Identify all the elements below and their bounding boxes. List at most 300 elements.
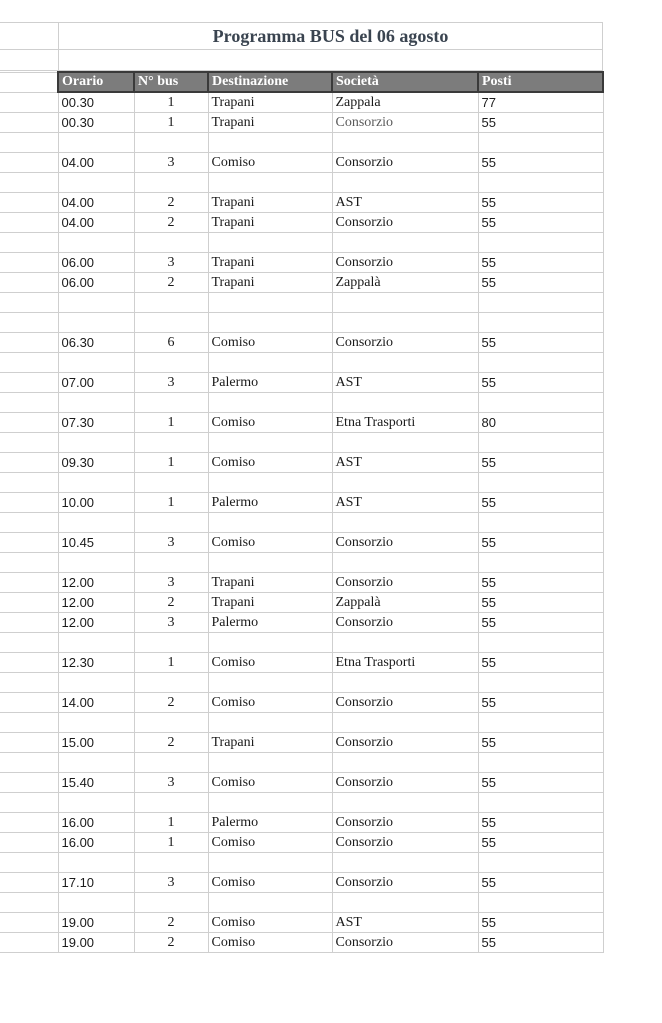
cell-societa[interactable]: [332, 753, 478, 773]
cell-posti[interactable]: 55: [478, 333, 603, 353]
cell-destinazione[interactable]: Comiso: [208, 773, 332, 793]
row-gutter-cell[interactable]: [0, 573, 58, 593]
row-gutter-cell[interactable]: [0, 253, 58, 273]
cell-destinazione[interactable]: Comiso: [208, 693, 332, 713]
empty-table-row: [0, 753, 603, 773]
cell-n-bus[interactable]: [134, 793, 208, 813]
row-gutter-cell[interactable]: [0, 933, 58, 953]
cell-societa[interactable]: [332, 713, 478, 733]
cell-n-bus[interactable]: 3: [134, 573, 208, 593]
cell-orario[interactable]: [58, 513, 134, 533]
row-gutter-cell[interactable]: [0, 353, 58, 373]
cell-societa[interactable]: Consorzio: [332, 113, 478, 133]
cell-posti[interactable]: 55: [478, 373, 603, 393]
cell-societa[interactable]: Consorzio: [332, 153, 478, 173]
cell-orario[interactable]: 19.00: [58, 933, 134, 953]
table-row: [0, 933, 603, 953]
cell-posti[interactable]: [478, 293, 603, 313]
cell-n-bus[interactable]: 1: [134, 833, 208, 853]
cell-n-bus[interactable]: [134, 853, 208, 873]
cell-orario[interactable]: [58, 753, 134, 773]
cell-destinazione[interactable]: [208, 633, 332, 653]
header-destinazione[interactable]: Destinazione: [208, 72, 332, 92]
cell-destinazione[interactable]: Trapani: [208, 213, 332, 233]
cell-destinazione[interactable]: Palermo: [208, 493, 332, 513]
table-row: [0, 453, 603, 473]
cell-posti[interactable]: [478, 133, 603, 153]
cell-destinazione[interactable]: [208, 473, 332, 493]
cell-orario[interactable]: 17.10: [58, 873, 134, 893]
cell-n-bus[interactable]: [134, 173, 208, 193]
row-gutter-cell[interactable]: [0, 50, 59, 70]
cell-destinazione[interactable]: Palermo: [208, 373, 332, 393]
cell-societa[interactable]: [332, 133, 478, 153]
cell-orario[interactable]: [58, 133, 134, 153]
cell-n-bus[interactable]: [134, 513, 208, 533]
cell-orario[interactable]: 07.00: [58, 373, 134, 393]
cell-societa[interactable]: Consorzio: [332, 733, 478, 753]
cell-destinazione[interactable]: Comiso: [208, 453, 332, 473]
row-gutter-cell[interactable]: [0, 273, 58, 293]
table-row: [0, 773, 603, 793]
table-row: [0, 653, 603, 673]
row-gutter-cell[interactable]: [0, 553, 58, 573]
cell-orario[interactable]: [58, 853, 134, 873]
row-gutter-cell[interactable]: [0, 333, 58, 353]
cell-orario[interactable]: [58, 293, 134, 313]
table-row: [0, 913, 603, 933]
empty-table-row: [0, 233, 603, 253]
cell-orario[interactable]: 04.00: [58, 153, 134, 173]
cell-societa[interactable]: [332, 293, 478, 313]
cell-societa[interactable]: [332, 893, 478, 913]
cell-n-bus[interactable]: [134, 233, 208, 253]
cell-societa[interactable]: [332, 553, 478, 573]
cell-n-bus[interactable]: 3: [134, 153, 208, 173]
cell-posti[interactable]: 55: [478, 833, 603, 853]
cell-n-bus[interactable]: 1: [134, 453, 208, 473]
cell-destinazione[interactable]: Trapani: [208, 253, 332, 273]
cell-societa[interactable]: [332, 473, 478, 493]
table-header-row: [0, 72, 603, 92]
cell-orario[interactable]: 06.00: [58, 273, 134, 293]
cell-posti[interactable]: [478, 513, 603, 533]
row-gutter-cell[interactable]: [0, 413, 58, 433]
row-gutter-cell[interactable]: [0, 913, 58, 933]
cell-societa[interactable]: Etna Trasporti: [332, 653, 478, 673]
cell-societa[interactable]: Etna Trasporti: [332, 413, 478, 433]
cell-orario[interactable]: 14.00: [58, 693, 134, 713]
cell-societa[interactable]: [332, 353, 478, 373]
empty-table-row: [0, 793, 603, 813]
cell-orario[interactable]: 12.00: [58, 573, 134, 593]
header-n-bus[interactable]: N° bus: [134, 72, 208, 92]
cell-societa[interactable]: [332, 173, 478, 193]
cell-n-bus[interactable]: [134, 893, 208, 913]
cell-posti[interactable]: [478, 173, 603, 193]
cell-destinazione[interactable]: Comiso: [208, 533, 332, 553]
cell-destinazione[interactable]: [208, 133, 332, 153]
cell-orario[interactable]: 15.40: [58, 773, 134, 793]
cell-orario[interactable]: [58, 353, 134, 373]
table-row: [0, 92, 603, 113]
cell-societa[interactable]: AST: [332, 193, 478, 213]
cell-orario[interactable]: [58, 173, 134, 193]
cell-posti[interactable]: 55: [478, 913, 603, 933]
row-gutter-cell[interactable]: [0, 393, 58, 413]
cell-posti[interactable]: 55: [478, 493, 603, 513]
cell-orario[interactable]: 12.30: [58, 653, 134, 673]
cell-societa[interactable]: Consorzio: [332, 813, 478, 833]
cell-posti[interactable]: 55: [478, 613, 603, 633]
cell-n-bus[interactable]: [134, 673, 208, 693]
cell-societa[interactable]: Consorzio: [332, 573, 478, 593]
empty-table-row: [0, 633, 603, 653]
cell-n-bus[interactable]: [134, 393, 208, 413]
cell-orario[interactable]: [58, 473, 134, 493]
cell-societa[interactable]: [332, 793, 478, 813]
cell-posti[interactable]: 55: [478, 253, 603, 273]
cell-posti[interactable]: [478, 633, 603, 653]
header-orario[interactable]: Orario: [58, 72, 134, 92]
cell-n-bus[interactable]: 2: [134, 913, 208, 933]
header-societa[interactable]: Società: [332, 72, 478, 92]
row-gutter-cell[interactable]: [0, 793, 58, 813]
cell-orario[interactable]: [58, 433, 134, 453]
row-gutter-cell[interactable]: [0, 593, 58, 613]
row-gutter-cell[interactable]: [0, 233, 58, 253]
cell-orario[interactable]: [58, 393, 134, 413]
cell-orario[interactable]: 00.30: [58, 92, 134, 113]
cell-orario[interactable]: 16.00: [58, 813, 134, 833]
cell-posti[interactable]: 55: [478, 213, 603, 233]
cell-societa[interactable]: AST: [332, 493, 478, 513]
cell-orario[interactable]: 12.00: [58, 613, 134, 633]
cell-orario[interactable]: [58, 673, 134, 693]
cell-destinazione[interactable]: Comiso: [208, 873, 332, 893]
row-gutter-cell[interactable]: [0, 613, 58, 633]
cell-destinazione[interactable]: Trapani: [208, 113, 332, 133]
row-gutter-cell[interactable]: [0, 513, 58, 533]
table-row: [0, 873, 603, 893]
row-gutter-cell[interactable]: [0, 653, 58, 673]
cell-destinazione[interactable]: [208, 513, 332, 533]
cell-n-bus[interactable]: [134, 633, 208, 653]
cell-destinazione[interactable]: Palermo: [208, 613, 332, 633]
table-row: [0, 833, 603, 853]
cell-destinazione[interactable]: [208, 173, 332, 193]
cell-n-bus[interactable]: [134, 353, 208, 373]
cell-destinazione[interactable]: Trapani: [208, 92, 332, 113]
cell-destinazione[interactable]: Trapani: [208, 193, 332, 213]
row-gutter-cell[interactable]: [0, 493, 58, 513]
cell-posti[interactable]: 55: [478, 593, 603, 613]
cell-n-bus[interactable]: [134, 433, 208, 453]
cell-n-bus[interactable]: 3: [134, 253, 208, 273]
empty-cell[interactable]: [59, 50, 603, 70]
cell-destinazione[interactable]: [208, 293, 332, 313]
empty-table-row: [0, 393, 603, 413]
header-posti[interactable]: Posti: [478, 72, 603, 92]
cell-posti[interactable]: 55: [478, 813, 603, 833]
cell-n-bus[interactable]: 1: [134, 113, 208, 133]
cell-n-bus[interactable]: 3: [134, 613, 208, 633]
table-row: [0, 193, 603, 213]
cell-destinazione[interactable]: Trapani: [208, 273, 332, 293]
table-row: [0, 493, 603, 513]
spreadsheet: [0, 22, 603, 953]
cell-n-bus[interactable]: 2: [134, 593, 208, 613]
table-row: [0, 533, 603, 553]
cell-n-bus[interactable]: [134, 713, 208, 733]
cell-orario[interactable]: 15.00: [58, 733, 134, 753]
cell-orario[interactable]: 10.45: [58, 533, 134, 553]
cell-societa[interactable]: [332, 513, 478, 533]
cell-orario[interactable]: 19.00: [58, 913, 134, 933]
cell-posti[interactable]: [478, 713, 603, 733]
cell-societa[interactable]: [332, 393, 478, 413]
row-gutter-cell[interactable]: [0, 92, 58, 113]
cell-destinazione[interactable]: Trapani: [208, 733, 332, 753]
cell-posti[interactable]: 55: [478, 113, 603, 133]
cell-posti[interactable]: 55: [478, 573, 603, 593]
cell-societa[interactable]: Consorzio: [332, 253, 478, 273]
cell-orario[interactable]: 06.00: [58, 253, 134, 273]
row-gutter-cell[interactable]: [0, 813, 58, 833]
table-row: [0, 733, 603, 753]
page-title: Programma BUS del 06 agosto: [59, 23, 603, 49]
cell-societa[interactable]: Consorzio: [332, 533, 478, 553]
cell-destinazione[interactable]: [208, 233, 332, 253]
cell-societa[interactable]: Consorzio: [332, 693, 478, 713]
cell-societa[interactable]: AST: [332, 373, 478, 393]
cell-societa[interactable]: [332, 433, 478, 453]
cell-n-bus[interactable]: 3: [134, 773, 208, 793]
cell-posti[interactable]: [478, 433, 603, 453]
table-row: [0, 813, 603, 833]
cell-n-bus[interactable]: [134, 133, 208, 153]
cell-destinazione[interactable]: [208, 313, 332, 333]
cell-orario[interactable]: 09.30: [58, 453, 134, 473]
empty-table-row: [0, 893, 603, 913]
row-gutter-cell[interactable]: [0, 853, 58, 873]
row-gutter-cell[interactable]: [0, 893, 58, 913]
cell-posti[interactable]: 55: [478, 153, 603, 173]
table-row: [0, 613, 603, 633]
cell-posti[interactable]: 55: [478, 453, 603, 473]
cell-orario[interactable]: 10.00: [58, 493, 134, 513]
row-gutter-cell[interactable]: [0, 133, 58, 153]
cell-orario[interactable]: 06.30: [58, 333, 134, 353]
cell-destinazione[interactable]: Comiso: [208, 153, 332, 173]
row-gutter-cell[interactable]: [0, 733, 58, 753]
row-gutter-cell[interactable]: [0, 693, 58, 713]
cell-posti[interactable]: 55: [478, 773, 603, 793]
table-row: [0, 333, 603, 353]
row-gutter-cell[interactable]: [0, 193, 58, 213]
cell-destinazione[interactable]: [208, 713, 332, 733]
cell-posti[interactable]: [478, 233, 603, 253]
row-gutter-cell[interactable]: [0, 713, 58, 733]
row-gutter-cell[interactable]: [0, 313, 58, 333]
row-gutter-cell[interactable]: [0, 293, 58, 313]
cell-n-bus[interactable]: 3: [134, 373, 208, 393]
cell-posti[interactable]: 55: [478, 533, 603, 553]
row-gutter-cell[interactable]: [0, 23, 59, 49]
row-gutter-cell[interactable]: [0, 833, 58, 853]
row-gutter-cell[interactable]: [0, 673, 58, 693]
cell-societa[interactable]: Consorzio: [332, 773, 478, 793]
cell-destinazione[interactable]: Comiso: [208, 413, 332, 433]
cell-societa[interactable]: Consorzio: [332, 213, 478, 233]
empty-table-row: [0, 513, 603, 533]
row-gutter-cell[interactable]: [0, 373, 58, 393]
cell-societa[interactable]: Zappalà: [332, 593, 478, 613]
cell-societa[interactable]: [332, 853, 478, 873]
row-gutter-cell[interactable]: [0, 753, 58, 773]
cell-orario[interactable]: [58, 233, 134, 253]
cell-orario[interactable]: 07.30: [58, 413, 134, 433]
cell-n-bus[interactable]: [134, 293, 208, 313]
row-gutter-cell[interactable]: [0, 213, 58, 233]
cell-posti[interactable]: [478, 753, 603, 773]
row-gutter-cell[interactable]: [0, 453, 58, 473]
cell-posti[interactable]: 55: [478, 873, 603, 893]
cell-posti[interactable]: [478, 313, 603, 333]
cell-destinazione[interactable]: [208, 853, 332, 873]
cell-destinazione[interactable]: Comiso: [208, 833, 332, 853]
cell-posti[interactable]: 55: [478, 733, 603, 753]
cell-destinazione[interactable]: [208, 433, 332, 453]
empty-table-row: [0, 133, 603, 153]
table-row: [0, 213, 603, 233]
empty-table-row: [0, 853, 603, 873]
cell-societa[interactable]: Consorzio: [332, 933, 478, 953]
cell-posti[interactable]: [478, 853, 603, 873]
cell-orario[interactable]: [58, 793, 134, 813]
cell-orario[interactable]: 16.00: [58, 833, 134, 853]
cell-n-bus[interactable]: 2: [134, 733, 208, 753]
table-row: [0, 153, 603, 173]
cell-posti[interactable]: [478, 473, 603, 493]
cell-n-bus[interactable]: 3: [134, 533, 208, 553]
cell-n-bus[interactable]: 1: [134, 493, 208, 513]
cell-n-bus[interactable]: [134, 753, 208, 773]
cell-destinazione[interactable]: Comiso: [208, 653, 332, 673]
cell-posti[interactable]: [478, 893, 603, 913]
cell-destinazione[interactable]: Trapani: [208, 573, 332, 593]
cell-n-bus[interactable]: 2: [134, 273, 208, 293]
row-gutter-cell[interactable]: [0, 433, 58, 453]
cell-posti[interactable]: 55: [478, 193, 603, 213]
cell-destinazione[interactable]: Comiso: [208, 913, 332, 933]
cell-orario[interactable]: 00.30: [58, 113, 134, 133]
empty-table-row: [0, 673, 603, 693]
cell-orario[interactable]: [58, 713, 134, 733]
cell-societa[interactable]: Zappalà: [332, 273, 478, 293]
cell-n-bus[interactable]: [134, 313, 208, 333]
cell-societa[interactable]: [332, 313, 478, 333]
cell-societa[interactable]: AST: [332, 453, 478, 473]
cell-destinazione[interactable]: [208, 793, 332, 813]
table-row: [0, 373, 603, 393]
cell-n-bus[interactable]: 2: [134, 193, 208, 213]
cell-societa[interactable]: [332, 233, 478, 253]
cell-orario[interactable]: [58, 553, 134, 573]
cell-n-bus[interactable]: 1: [134, 653, 208, 673]
cell-posti[interactable]: 55: [478, 653, 603, 673]
row-gutter-cell[interactable]: [0, 533, 58, 553]
row-gutter-cell[interactable]: [0, 153, 58, 173]
cell-destinazione[interactable]: [208, 673, 332, 693]
cell-destinazione[interactable]: [208, 553, 332, 573]
cell-destinazione[interactable]: Palermo: [208, 813, 332, 833]
cell-orario[interactable]: 04.00: [58, 213, 134, 233]
cell-n-bus[interactable]: 2: [134, 693, 208, 713]
cell-orario[interactable]: 12.00: [58, 593, 134, 613]
cell-n-bus[interactable]: 3: [134, 873, 208, 893]
row-gutter-cell[interactable]: [0, 473, 58, 493]
cell-n-bus[interactable]: 2: [134, 213, 208, 233]
cell-n-bus[interactable]: [134, 473, 208, 493]
cell-orario[interactable]: [58, 313, 134, 333]
cell-destinazione[interactable]: [208, 353, 332, 373]
cell-destinazione[interactable]: Comiso: [208, 933, 332, 953]
row-gutter-cell[interactable]: [0, 72, 58, 92]
row-gutter-cell[interactable]: [0, 773, 58, 793]
cell-n-bus[interactable]: 1: [134, 413, 208, 433]
cell-orario[interactable]: 04.00: [58, 193, 134, 213]
row-gutter-cell[interactable]: [0, 173, 58, 193]
cell-posti[interactable]: 55: [478, 273, 603, 293]
row-gutter-cell[interactable]: [0, 873, 58, 893]
cell-orario[interactable]: [58, 633, 134, 653]
cell-destinazione[interactable]: Comiso: [208, 333, 332, 353]
cell-societa[interactable]: AST: [332, 913, 478, 933]
cell-societa[interactable]: Consorzio: [332, 833, 478, 853]
cell-n-bus[interactable]: 1: [134, 813, 208, 833]
cell-societa[interactable]: [332, 673, 478, 693]
cell-posti[interactable]: [478, 393, 603, 413]
cell-societa[interactable]: Zappala: [332, 92, 478, 113]
cell-posti[interactable]: 77: [478, 92, 603, 113]
cell-n-bus[interactable]: 2: [134, 933, 208, 953]
cell-posti[interactable]: [478, 673, 603, 693]
cell-societa[interactable]: Consorzio: [332, 873, 478, 893]
cell-n-bus[interactable]: 6: [134, 333, 208, 353]
cell-posti[interactable]: 80: [478, 413, 603, 433]
cell-posti[interactable]: [478, 793, 603, 813]
cell-posti[interactable]: [478, 553, 603, 573]
cell-destinazione[interactable]: [208, 393, 332, 413]
cell-destinazione[interactable]: Trapani: [208, 593, 332, 613]
cell-societa[interactable]: Consorzio: [332, 613, 478, 633]
table-row: [0, 693, 603, 713]
cell-posti[interactable]: 55: [478, 933, 603, 953]
cell-orario[interactable]: [58, 893, 134, 913]
cell-n-bus[interactable]: 1: [134, 92, 208, 113]
empty-table-row: [0, 173, 603, 193]
row-gutter-cell[interactable]: [0, 633, 58, 653]
cell-destinazione[interactable]: [208, 893, 332, 913]
cell-posti[interactable]: [478, 353, 603, 373]
cell-n-bus[interactable]: [134, 553, 208, 573]
row-gutter-cell[interactable]: [0, 113, 58, 133]
cell-societa[interactable]: [332, 633, 478, 653]
cell-societa[interactable]: Consorzio: [332, 333, 478, 353]
cell-destinazione[interactable]: [208, 753, 332, 773]
cell-posti[interactable]: 55: [478, 693, 603, 713]
